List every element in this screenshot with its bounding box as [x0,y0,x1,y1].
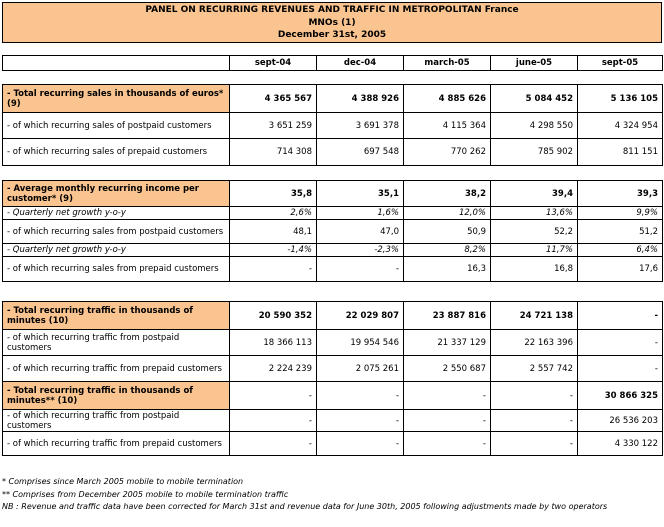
table-row [3,113,663,139]
cell-value: 2,6% [230,207,317,220]
column-header: sept-05 [578,56,663,71]
cell-value: 23 887 816 [404,302,491,330]
footnote: * Comprises since March 2005 mobile to mobile termination [2,477,244,486]
cell-value: - [230,410,317,432]
cell-value: 4 885 626 [404,85,491,113]
cell-value: 4 115 364 [404,113,491,139]
cell-value: 5 084 452 [491,85,578,113]
cell-value: 38,2 [404,181,491,207]
cell-value: - [578,302,663,330]
cell-value: - [491,410,578,432]
row-label: - Average monthly recurring income per customer* (9) [3,181,230,207]
cell-value: - [404,382,491,410]
sales-table [2,84,663,166]
cell-value: 5 136 105 [578,85,663,113]
income-table [2,180,663,282]
cell-value: 12,0% [404,207,491,220]
cell-value: 18 366 113 [230,330,317,356]
title-line-3: December 31st, 2005 [277,30,387,40]
cell-value: 4 365 567 [230,85,317,113]
table-row [3,330,663,356]
cell-value: 714 308 [230,139,317,166]
cell-value: - [491,432,578,456]
row-label: - Quarterly net growth y-o-y [3,244,230,257]
cell-value: - [317,257,404,282]
table-row [3,220,663,244]
row-label: - of which recurring traffic from prepaid customers [3,356,230,382]
column-header-table [2,55,663,71]
cell-value: 35,1 [317,181,404,207]
cell-value: 2 075 261 [317,356,404,382]
cell-value: - [317,382,404,410]
cell-value: - [317,410,404,432]
column-header: march-05 [404,56,491,71]
title-line-2: MNOs (1) [308,17,356,28]
footnote: NB : Revenue and traffic data have been corrected for March 31st and revenue data for June 30th, 2005 following adjustments made by two operators [2,502,608,511]
cell-value: 1,6% [317,207,404,220]
cell-value: - [404,410,491,432]
cell-value: 770 262 [404,139,491,166]
cell-value: -1,4% [230,244,317,257]
cell-value: 4 324 954 [578,113,663,139]
cell-value: 8,2% [404,244,491,257]
row-label: - of which recurring sales from prepaid customers [3,257,230,282]
table-row [3,356,663,382]
column-header: june-05 [491,56,578,71]
cell-value: - [578,356,663,382]
column-header: dec-04 [317,56,404,71]
cell-value: - [404,432,491,456]
row-label: - Total recurring traffic in thousands of minutes (10) [3,302,230,330]
cell-value: 13,6% [491,207,578,220]
cell-value: 4 388 926 [317,85,404,113]
cell-value: 48,1 [230,220,317,244]
cell-value: 697 548 [317,139,404,166]
cell-value: - [230,382,317,410]
cell-value: 785 902 [491,139,578,166]
cell-value: 3 651 259 [230,113,317,139]
cell-value: 50,9 [404,220,491,244]
row-label: - of which recurring sales from postpaid customers [3,220,230,244]
cell-value: 24 721 138 [491,302,578,330]
cell-value: - [230,257,317,282]
column-header: sept-04 [230,56,317,71]
cell-value: 811 151 [578,139,663,166]
footnote: ** Comprises from December 2005 mobile to mobile termination traffic [2,489,289,499]
cell-value: 2 550 687 [404,356,491,382]
table-row [3,207,663,220]
cell-value: 22 029 807 [317,302,404,330]
cell-value: 4 330 122 [578,432,663,456]
report-title [2,2,662,43]
table-row [3,432,663,456]
cell-value: 21 337 129 [404,330,491,356]
cell-value: 47,0 [317,220,404,244]
cell-value: 19 954 546 [317,330,404,356]
cell-value: 16,3 [404,257,491,282]
cell-value: 9,9% [578,207,663,220]
row-label: - of which recurring sales of postpaid customers [3,113,230,139]
cell-value: - [578,330,663,356]
cell-value: 39,3 [578,181,663,207]
cell-value: 26 536 203 [578,410,663,432]
cell-value: 6,4% [578,244,663,257]
cell-value: 22 163 396 [491,330,578,356]
table-row [3,302,663,330]
row-label: - Quarterly net growth y-o-y [3,207,230,220]
header-spacer [3,56,230,71]
cell-value: 2 557 742 [491,356,578,382]
cell-value: -2,3% [317,244,404,257]
table-row [3,244,663,257]
cell-value: 20 590 352 [230,302,317,330]
table-row [3,382,663,410]
cell-value: 11,7% [491,244,578,257]
cell-value: - [317,432,404,456]
row-label: - Total recurring sales in thousands of euros* (9) [3,85,230,113]
table-row [3,139,663,166]
cell-value: 39,4 [491,181,578,207]
row-label: - Total recurring traffic in thousands of minutes** (10) [3,382,230,410]
table-row [3,181,663,207]
title-line-1: PANEL ON RECURRING REVENUES AND TRAFFIC IN METROPOLITAN France [145,5,519,15]
table-row [3,410,663,432]
cell-value: 4 298 550 [491,113,578,139]
cell-value: 17,6 [578,257,663,282]
row-label: - of which recurring sales of prepaid customers [3,139,230,166]
table-row [3,85,663,113]
table-row [3,257,663,282]
cell-value: 16,8 [491,257,578,282]
footnotes [2,476,662,514]
cell-value: 51,2 [578,220,663,244]
cell-value: - [230,432,317,456]
row-label: - of which recurring traffic from postpaid customers [3,410,230,432]
cell-value: 52,2 [491,220,578,244]
cell-value: 30 866 325 [578,382,663,410]
cell-value: 2 224 239 [230,356,317,382]
cell-value: 3 691 378 [317,113,404,139]
row-label: - of which recurring traffic from prepaid customers [3,432,230,456]
traffic-table [2,301,663,456]
row-label: - of which recurring traffic from postpaid customers [3,330,230,356]
cell-value: 35,8 [230,181,317,207]
cell-value: - [491,382,578,410]
